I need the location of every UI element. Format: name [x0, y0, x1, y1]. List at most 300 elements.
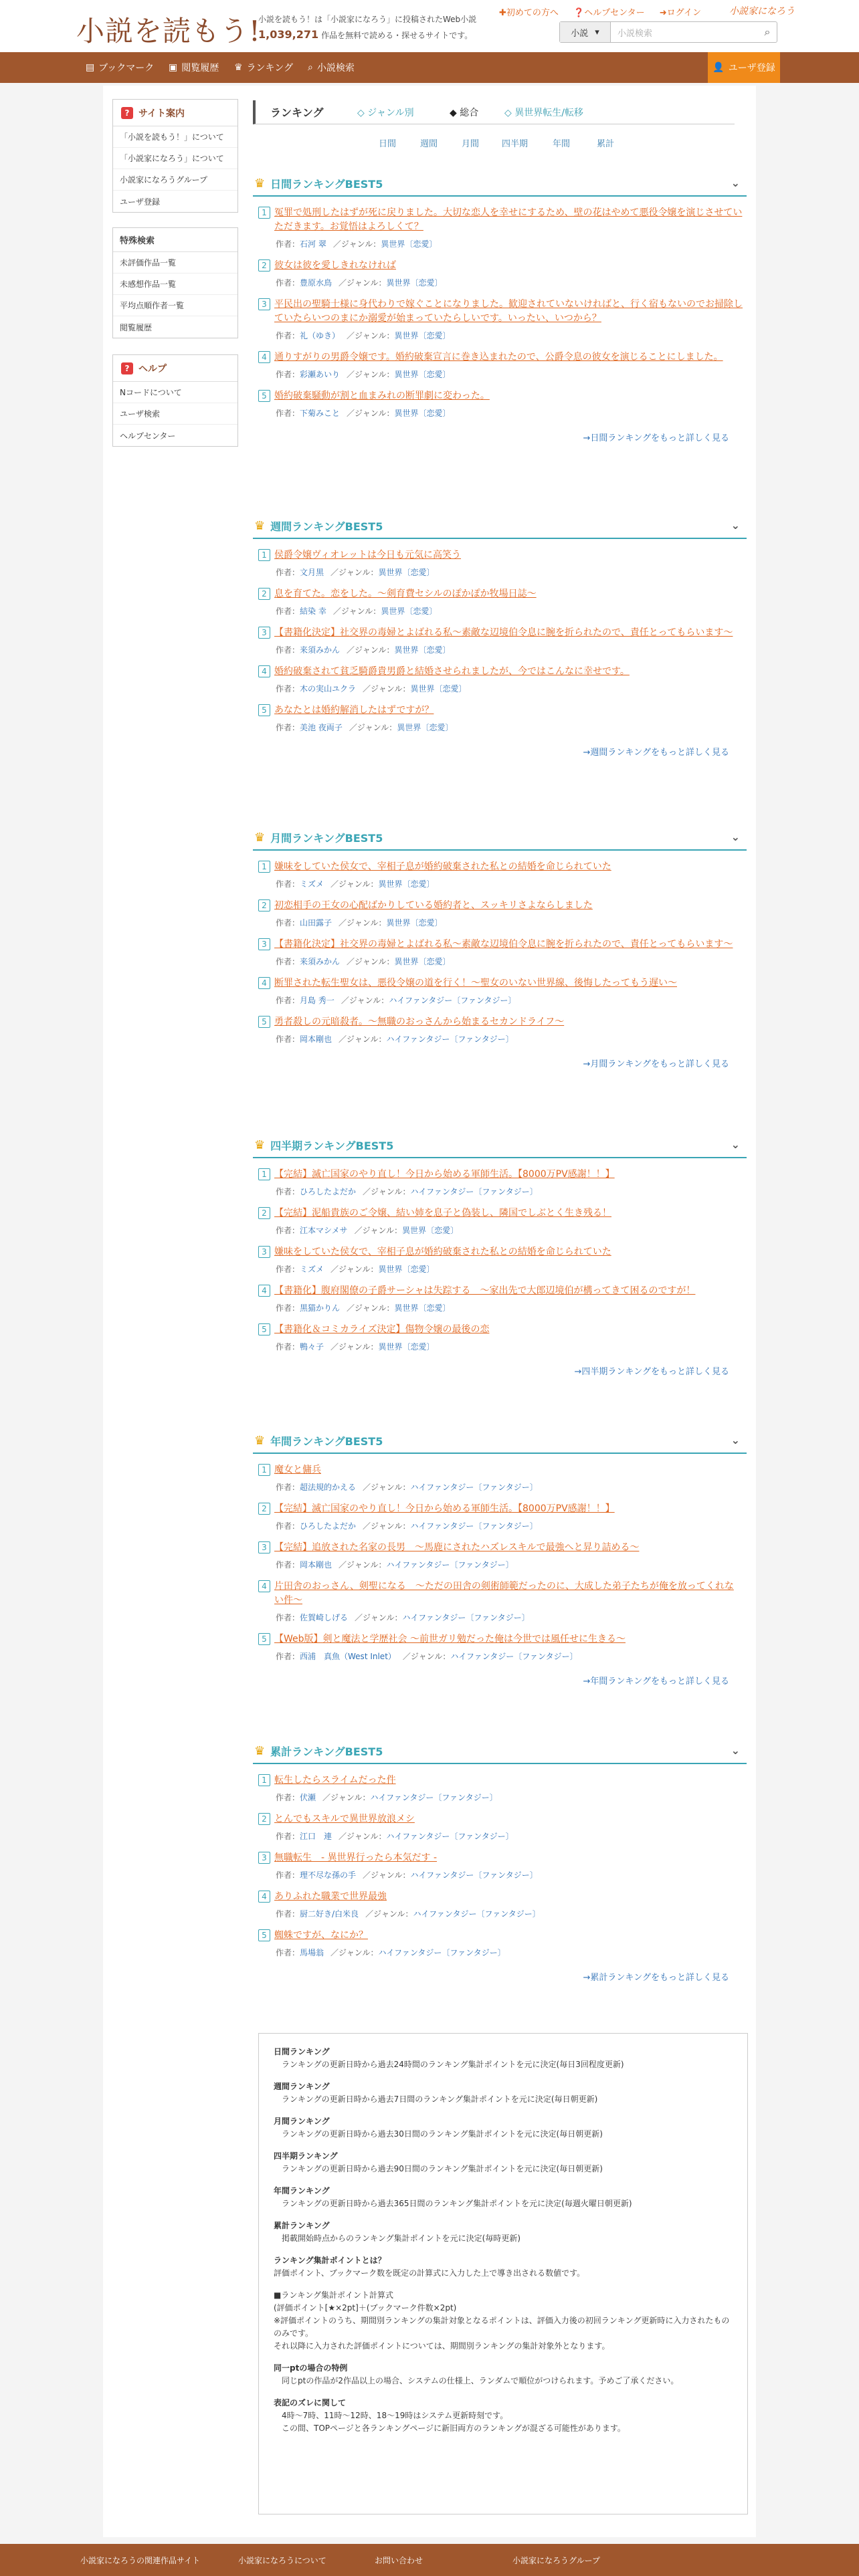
novel-title-link[interactable]: 【完結】追放された名家の長男 〜馬鹿にされたハズレスキルで最強へと昇り詰める〜: [274, 1542, 640, 1553]
novel-meta: [276, 956, 747, 967]
author-link[interactable]: ミズメ: [300, 1265, 324, 1274]
novel-meta: [276, 994, 747, 1006]
footer-link[interactable]: 小説家になろうの関連作品サイト: [80, 2556, 201, 2565]
author-label: 作者：: [276, 996, 300, 1005]
section-heading[interactable]: [253, 1739, 747, 1764]
note-heading: ランキング集計ポイントとは？: [274, 2256, 386, 2265]
novel-title-link[interactable]: 初恋相手の王女の心配ばかりしている婚約者と、スッキリさよならしました: [274, 900, 593, 911]
novel-title-link[interactable]: あなたとは婚約解消したはずですが？: [274, 705, 434, 716]
novel-meta: [276, 238, 747, 249]
sidebar-item[interactable]: ユーザ登録: [120, 197, 161, 207]
author-label: 作者：: [276, 1265, 300, 1274]
genre-link[interactable]: ハイファンタジー〔ファンタジー〕: [410, 1187, 538, 1196]
author-label: 作者：: [276, 645, 300, 655]
genre-link[interactable]: ハイファンタジー〔ファンタジー〕: [410, 1483, 538, 1492]
rank-number: 1: [258, 861, 270, 873]
section-heading[interactable]: [253, 1428, 747, 1454]
tab-isekai[interactable]: ◇ 異世界転生/転移: [504, 108, 583, 118]
nav-history[interactable]: [169, 52, 219, 83]
chevron-down-icon[interactable]: ⌄: [731, 1138, 740, 1151]
rank-number: 1: [258, 1774, 270, 1786]
genre-label: ／ジャンル：: [330, 1265, 379, 1274]
author-link[interactable]: 木の実山ユクラ: [300, 684, 357, 693]
site-footer: [0, 2544, 859, 2576]
novel-title-link[interactable]: 勇者殺しの元暗殺者。〜無職のおっさんから始まるセカンドライフ〜: [274, 1016, 565, 1027]
author-label: 作者：: [276, 1870, 300, 1880]
author-label: 作者：: [276, 607, 300, 616]
note-heading: 週間ランキング: [274, 2082, 330, 2091]
list-item: [258, 1463, 747, 1493]
sidebar-item[interactable]: 未感想作品一覧: [113, 274, 237, 295]
genre-link[interactable]: 異世界〔恋愛〕: [394, 331, 451, 340]
sidebar-help: [112, 354, 238, 447]
list-item: [258, 1541, 747, 1570]
list-item: [258, 1502, 747, 1531]
author-link[interactable]: 厨二好き/白米良: [300, 1909, 359, 1919]
rank-number: 3: [258, 627, 270, 639]
note-body: 評価ポイント、ブックマーク数を既定の計算式に入力した上で導き出される数値です。: [274, 2268, 585, 2278]
crown-icon: ♛: [254, 1743, 266, 1758]
author-label: 作者：: [276, 1909, 300, 1919]
help-center-link[interactable]: ❓ヘルプセンター: [573, 8, 645, 18]
ranking-section: [253, 514, 747, 758]
rank-number: 2: [258, 899, 270, 911]
search-type-value: 小説: [571, 28, 589, 39]
author-label: 作者：: [276, 1652, 300, 1661]
novel-meta: [276, 1341, 747, 1352]
rank-number: 2: [258, 1503, 270, 1515]
novel-title-link[interactable]: 侯爵令嬢ヴィオレットは今日も元気に高笑う: [274, 550, 462, 560]
rank-number: 2: [258, 1813, 270, 1825]
chevron-down-icon: ▾: [595, 27, 599, 37]
genre-link[interactable]: 異世界〔恋愛〕: [394, 645, 451, 655]
period-quarterly[interactable]: 四半期: [502, 139, 529, 149]
chevron-down-icon[interactable]: ⌄: [731, 519, 740, 532]
list-item: [258, 1774, 747, 1803]
ranking-section: [253, 1739, 747, 1983]
list-item: [258, 976, 747, 1006]
nav-search[interactable]: [308, 52, 355, 83]
novel-title-link[interactable]: 【完結】泥船貴族のご令嬢、結い姉を息子と偽装し、隣国でしぶとく生き残る！: [274, 1208, 611, 1218]
rank-number: 3: [258, 298, 270, 310]
novel-title-link[interactable]: 魔女と傭兵: [274, 1465, 321, 1475]
author-label: 作者：: [276, 1613, 300, 1622]
rank-number: 2: [258, 1207, 270, 1219]
author-link[interactable]: 下菊みこと: [300, 409, 341, 418]
author-link[interactable]: 江本マシメサ: [300, 1226, 348, 1235]
genre-link[interactable]: ハイファンタジー〔ファンタジー〕: [450, 1652, 578, 1661]
first-time-link[interactable]: ✚初めての方へ: [499, 8, 559, 18]
sidebar-item[interactable]: 閲覧履歴: [120, 322, 153, 332]
author-link[interactable]: ひろしたよだか: [300, 1521, 357, 1531]
ranking-notes: [258, 2033, 748, 2514]
genre-label: ／ジャンル：: [349, 723, 397, 732]
footer-link[interactable]: 小説家になろうグループ: [512, 2556, 601, 2565]
note-heading: 累計ランキング: [274, 2221, 330, 2230]
author-label: 作者：: [276, 1226, 300, 1235]
rank-number: 4: [258, 977, 270, 989]
novel-meta: [276, 878, 747, 889]
first-time-label: 初めての方へ: [506, 8, 559, 18]
genre-label: ／ジャンル：: [330, 1342, 379, 1352]
novel-meta: [276, 1830, 747, 1842]
genre-link[interactable]: 異世界〔恋愛〕: [386, 918, 443, 928]
author-link[interactable]: 岡本剛也: [300, 1035, 332, 1044]
genre-link[interactable]: 異世界〔恋愛〕: [381, 607, 438, 616]
more-ranking-link[interactable]: →累計ランキングをもっと詳しく見る: [583, 1973, 729, 1983]
list-item: [258, 1323, 747, 1352]
genre-link[interactable]: 異世界〔恋愛〕: [394, 957, 451, 966]
note-body: (評価ポイント[★×2pt]＋(ブックマーク件数×2pt): [274, 2303, 457, 2313]
genre-label: ／ジャンル：: [332, 607, 381, 616]
question-icon: ?: [121, 107, 133, 119]
genre-label: ／ジャンル：: [339, 278, 387, 288]
genre-link[interactable]: 異世界〔恋愛〕: [378, 1265, 435, 1274]
novel-title-link[interactable]: 冤罪で処刑したはずが死に戻りました。大切な恋人を幸せにするため、壁の花はやめて悪役令嬢を演じさせていただきます。お覚悟はよろしくて？: [274, 207, 743, 232]
author-link[interactable]: 文月黒: [300, 568, 324, 577]
tab-overall[interactable]: ◆ 総合: [450, 108, 479, 118]
note-body: 同じptの作品が2作品以上の場合、システムの仕様上、ランダムで順位がつけられます。予めご了承ください。: [282, 2376, 679, 2385]
rank-number: 3: [258, 1246, 270, 1258]
genre-link[interactable]: 異世界〔恋愛〕: [381, 239, 438, 249]
novel-meta: [276, 722, 747, 733]
list-item: [258, 626, 747, 655]
rank-number: 5: [258, 1929, 270, 1941]
author-label: 作者：: [276, 1793, 300, 1802]
sidebar-help-title: [113, 355, 237, 382]
author-link[interactable]: 月島 秀一: [300, 996, 335, 1005]
novel-title-link[interactable]: 嫌味をしていた侯女で、宰相子息が婚約破棄された私との結婚を命じられていた: [274, 861, 611, 872]
novel-title-link[interactable]: 【完結】滅亡国家のやり直し！今日から始める軍師生活。【8000万PV感謝！！】: [274, 1169, 615, 1180]
period-monthly[interactable]: 月間: [462, 139, 480, 149]
section-heading[interactable]: [253, 514, 747, 539]
sidebar-item[interactable]: 未評価作品一覧: [113, 252, 237, 274]
note-heading: 年間ランキング: [274, 2186, 330, 2195]
genre-link[interactable]: ハイファンタジー〔ファンタジー〕: [378, 1948, 506, 1957]
genre-link[interactable]: 異世界〔恋愛〕: [394, 370, 451, 379]
novel-title-link[interactable]: 息を育てた。恋をした。〜剣育費セシルのぽかぽか牧場日誌〜: [274, 588, 537, 599]
author-link[interactable]: 超法規的かえる: [300, 1483, 357, 1492]
author-label: 作者：: [276, 957, 300, 966]
novel-meta: [276, 407, 747, 419]
tab-genre-label: ジャンル別: [367, 108, 414, 118]
author-link[interactable]: 結染 幸: [300, 607, 326, 616]
list-item: [258, 1245, 747, 1275]
note-body: この間、TOPページと各ランキングページに新旧両方のランキングが混ざる可能性があります。: [282, 2424, 626, 2433]
author-label: 作者：: [276, 278, 300, 288]
rank-number: 1: [258, 1168, 270, 1180]
novel-meta: [276, 1612, 747, 1623]
novel-title-link[interactable]: 【完結】滅亡国家のやり直し！今日から始める軍師生活。【8000万PV感謝！！】: [274, 1503, 615, 1514]
crown-icon: ♛: [254, 1433, 266, 1448]
nav-search-label: 小説検索: [316, 63, 355, 74]
novel-title-link[interactable]: 婚約破棄されて貧乏騎爵貴男爵と結婚させられましたが、今ではこんなに幸せです。: [274, 666, 630, 677]
author-link[interactable]: 理不尽な孫の手: [300, 1870, 357, 1880]
novel-title-link[interactable]: 通りすがりの男爵令嬢です。婚約破棄宣言に巻き込まれたので、公爵令息の彼女を演じることにしました。: [274, 352, 723, 362]
author-link[interactable]: 西浦 真魚（West Inlet）: [300, 1652, 396, 1661]
login-link[interactable]: ➜ログイン: [659, 8, 702, 18]
search-type-select[interactable]: [560, 22, 611, 42]
genre-label: ／ジャンル：: [363, 1483, 411, 1492]
novel-title-link[interactable]: 嫌味をしていた侯女で、宰相子息が婚約破棄された私との結婚を命じられていた: [274, 1247, 611, 1257]
list-item: [258, 1284, 747, 1313]
novel-title-link[interactable]: 平民出の聖騎士様に身代わりで嫁ぐことになりました。歓迎されていないければと、行く宿もないのでお掃除していたらいつのまにか溺愛が始まっていたらしいです。いったい、いつから？: [274, 299, 743, 324]
novel-title-link[interactable]: 彼女は彼を愛しきれなければ: [274, 260, 396, 271]
author-link[interactable]: 来須みかん: [300, 645, 341, 655]
note-heading: ■ランキング集計ポイント計算式: [274, 2290, 393, 2300]
note-body: ランキングの更新日時から過去24時間のランキング集計ポイントを元に決定(毎日3回程度更新): [282, 2060, 624, 2069]
search-icon: ⌕: [308, 62, 313, 73]
rank-number: 4: [258, 1580, 270, 1592]
author-link[interactable]: ひろしたよだか: [300, 1187, 357, 1196]
genre-link[interactable]: ハイファンタジー〔ファンタジー〕: [370, 1793, 498, 1802]
novel-meta: [276, 1947, 747, 1958]
user-register-label: ユーザ登録: [728, 63, 775, 74]
genre-link[interactable]: ハイファンタジー〔ファンタジー〕: [413, 1909, 541, 1919]
sidebar-item[interactable]: ユーザ検索: [113, 403, 237, 425]
footer-link[interactable]: 小説家になろうについて: [238, 2556, 326, 2565]
list-item: [258, 860, 747, 889]
genre-label: ／ジャンル：: [339, 1035, 387, 1044]
more-ranking-link[interactable]: →四半期ランキングをもっと詳しく見る: [574, 1367, 729, 1377]
user-register-button[interactable]: [708, 52, 780, 83]
list-item: [258, 350, 747, 380]
novel-title-link[interactable]: 【書籍化決定】社交界の毒婦とよばれる私〜素敵な辺境伯令息に腕を折られたので、責任とってもらいます〜: [274, 939, 733, 950]
genre-link[interactable]: 異世界〔恋愛〕: [397, 723, 454, 732]
genre-label: ／ジャンル：: [322, 1793, 371, 1802]
genre-label: ／ジャンル：: [330, 568, 379, 577]
genre-link[interactable]: 異世界〔恋愛〕: [402, 1226, 459, 1235]
author-link[interactable]: ミズメ: [300, 879, 324, 889]
section-title: 日間ランキングBEST5: [270, 177, 383, 191]
tab-overall-label: 総合: [460, 108, 479, 118]
ranking-section: [253, 825, 747, 1069]
note-heading: 日間ランキング: [274, 2047, 330, 2056]
sidebar-item[interactable]: 小説家になろうグループ: [113, 169, 237, 191]
section-title: 月間ランキングBEST5: [270, 831, 383, 845]
author-label: 作者：: [276, 370, 300, 379]
more-ranking-link[interactable]: →週間ランキングをもっと詳しく見る: [583, 748, 729, 758]
author-link[interactable]: 豊原水鳥: [300, 278, 332, 288]
chevron-down-icon[interactable]: ⌄: [731, 1744, 740, 1757]
genre-link[interactable]: 異世界〔恋愛〕: [394, 409, 451, 418]
author-link[interactable]: 伏瀬: [300, 1793, 316, 1802]
note-body: ランキングの更新日時から過去365日間のランキング集計ポイントを元に決定(毎週火曜日朝更新): [282, 2199, 632, 2208]
search-input[interactable]: 小説検索: [617, 28, 653, 39]
author-label: 作者：: [276, 409, 300, 418]
novel-title-link[interactable]: 断罪された転生聖女は、悪役令嬢の道を行く！〜聖女のいない世界線、後悔したってもう遅い〜: [274, 978, 677, 988]
genre-label: ／ジャンル：: [354, 1226, 403, 1235]
list-item: [258, 1890, 747, 1919]
author-link[interactable]: 美池 夜両子: [300, 723, 343, 732]
period-daily[interactable]: 日間: [379, 139, 397, 149]
author-link[interactable]: 鴨々子: [300, 1342, 324, 1352]
footer-link[interactable]: お問い合わせ: [375, 2556, 423, 2565]
novel-meta: [276, 1792, 747, 1803]
genre-link[interactable]: 異世界〔恋愛〕: [386, 278, 443, 288]
novel-meta: [276, 277, 747, 288]
note-body: ランキングの更新日時から過去7日間のランキング集計ポイントを元に決定(毎日朝更新): [282, 2095, 598, 2104]
author-label: 作者：: [276, 239, 300, 249]
sidebar-site-guide: [112, 99, 238, 213]
genre-link[interactable]: 異世界〔恋愛〕: [378, 879, 435, 889]
list-item: [258, 587, 747, 617]
sidebar-item[interactable]: ヘルプセンター: [120, 431, 176, 441]
author-label: 作者：: [276, 879, 300, 889]
genre-label: ／ジャンル：: [347, 409, 395, 418]
chevron-down-icon[interactable]: ⌄: [731, 177, 740, 189]
tab-genre[interactable]: ◇ ジャンル別: [357, 108, 414, 118]
genre-link[interactable]: ハイファンタジー〔ファンタジー〕: [386, 1832, 514, 1841]
author-link[interactable]: 山田露子: [300, 918, 332, 928]
genre-link[interactable]: 異世界〔恋愛〕: [410, 684, 467, 693]
genre-link[interactable]: ハイファンタジー〔ファンタジー〕: [386, 1035, 514, 1044]
novel-meta: [276, 1224, 747, 1236]
author-label: 作者：: [276, 1303, 300, 1313]
author-link[interactable]: 彩瀬あいり: [300, 370, 341, 379]
genre-link[interactable]: ハイファンタジー〔ファンタジー〕: [410, 1521, 538, 1531]
period-total[interactable]: 累計: [597, 139, 615, 149]
author-link[interactable]: 江口 連: [300, 1832, 332, 1841]
genre-label: ／ジャンル：: [347, 1303, 395, 1313]
sidebar-special-search: [112, 227, 238, 338]
more-ranking-link[interactable]: →年間ランキングをもっと詳しく見る: [583, 1677, 729, 1687]
rank-number: 5: [258, 1633, 270, 1645]
genre-label: ／ジャンル：: [402, 1652, 451, 1661]
question-icon: ?: [121, 362, 133, 374]
genre-label: ／ジャンル：: [355, 1613, 403, 1622]
note-heading: 四半期ランキング: [274, 2151, 338, 2161]
crown-icon: ♛: [234, 62, 243, 73]
rank-number: 4: [258, 351, 270, 363]
genre-label: ／ジャンル：: [341, 996, 389, 1005]
list-item: [258, 665, 747, 694]
rank-number: 2: [258, 588, 270, 600]
rank-number: 5: [258, 1323, 270, 1335]
genre-link[interactable]: 異世界〔恋愛〕: [378, 568, 435, 577]
genre-link[interactable]: 異世界〔恋愛〕: [378, 1342, 435, 1352]
novel-meta: [276, 1033, 747, 1045]
author-link[interactable]: 佐賀崎しげる: [300, 1613, 349, 1622]
list-item: [258, 206, 747, 249]
author-link[interactable]: 礼（ゆき）: [300, 331, 341, 340]
period-weekly[interactable]: 週間: [420, 139, 438, 149]
rank-number: 4: [258, 665, 270, 677]
crown-icon: ♛: [254, 830, 266, 845]
rank-number: 3: [258, 1852, 270, 1864]
sidebar-item[interactable]: 平均点順作者一覧: [113, 295, 237, 316]
author-label: 作者：: [276, 918, 300, 928]
list-item: [258, 298, 747, 341]
novel-title-link[interactable]: 無職転生 - 異世界行ったら本気だす -: [274, 1852, 438, 1863]
sidebar-item[interactable]: 「小説を読もう！」について: [113, 126, 237, 148]
author-link[interactable]: 来須みかん: [300, 957, 341, 966]
site-header: [0, 0, 859, 52]
author-link[interactable]: 黒猫かりん: [300, 1303, 341, 1313]
section-title: 累計ランキングBEST5: [270, 1745, 383, 1758]
novel-meta: [276, 1302, 747, 1313]
genre-link[interactable]: ハイファンタジー〔ファンタジー〕: [402, 1613, 530, 1622]
sidebar-item[interactable]: Nコードについて: [113, 382, 237, 403]
novel-title-link[interactable]: とんでもスキルで異世界放浪メシ: [274, 1814, 415, 1824]
genre-link[interactable]: 異世界〔恋愛〕: [394, 1303, 451, 1313]
novel-meta: [276, 1908, 747, 1919]
chevron-down-icon[interactable]: ⌄: [731, 831, 740, 843]
author-link[interactable]: 石河 翠: [300, 239, 326, 249]
period-yearly[interactable]: 年間: [553, 139, 571, 149]
section-heading[interactable]: [253, 1133, 747, 1158]
genre-label: ／ジャンル：: [363, 1187, 411, 1196]
ranking-header: [253, 100, 735, 124]
work-count-suffix: 作品を無料で読める・探せるサイトです。: [321, 31, 473, 40]
genre-link[interactable]: ハイファンタジー〔ファンタジー〕: [410, 1870, 538, 1880]
section-heading[interactable]: [253, 825, 747, 851]
rank-number: 5: [258, 704, 270, 716]
ranking-section: [253, 171, 747, 443]
login-label: ログイン: [666, 8, 702, 18]
author-label: 作者：: [276, 1187, 300, 1196]
main-nav: [0, 52, 859, 83]
section-heading[interactable]: [253, 171, 747, 197]
list-item: [258, 389, 747, 419]
novel-title-link[interactable]: 婚約破棄騒動が割と血まみれの断罪劇に変わった。: [274, 391, 490, 401]
novel-title-link[interactable]: 【書籍化＆コミカライズ決定】傷物令嬢の最後の恋: [274, 1324, 490, 1335]
novel-title-link[interactable]: 【Web版】剣と魔法と学歴社会 〜前世ガリ勉だった俺は今世では風任せに生きる〜: [274, 1634, 626, 1644]
rank-number: 4: [258, 1891, 270, 1903]
author-label: 作者：: [276, 1521, 300, 1531]
narou-logo[interactable]: 小説家になろう: [729, 6, 795, 17]
header-links: [499, 5, 713, 18]
novel-meta: [276, 917, 747, 928]
author-label: 作者：: [276, 684, 300, 693]
help-center-label: ヘルプセンター: [584, 8, 645, 18]
rank-number: 3: [258, 938, 270, 950]
novel-title-link[interactable]: 片田舎のおっさん、剣聖になる 〜ただの田舎の剣術師範だったのに、大成した弟子たちが俺を放ってくれない件〜: [274, 1581, 734, 1606]
more-ranking-link[interactable]: →日間ランキングをもっと詳しく見る: [583, 433, 729, 443]
novel-title-link[interactable]: ありふれた職業で世界最強: [274, 1891, 387, 1902]
tab-isekai-label: 異世界転生/転移: [514, 108, 583, 118]
novel-title-link[interactable]: 【書籍化】腹府閣僚の子爵サーシャは失踪する 〜家出先で大郎辺境伯が構ってきて困るのですが！: [274, 1285, 696, 1296]
novel-title-link[interactable]: 転生したらスライムだった件: [274, 1775, 396, 1786]
novel-meta: [276, 1263, 747, 1275]
chevron-down-icon[interactable]: ⌄: [731, 1434, 740, 1446]
more-ranking-link[interactable]: →月間ランキングをもっと詳しく見る: [583, 1059, 729, 1069]
note-heading: 同一ptの場合の特例: [274, 2363, 348, 2373]
genre-link[interactable]: ハイファンタジー〔ファンタジー〕: [389, 996, 516, 1005]
author-link[interactable]: 岡本剛也: [300, 1560, 332, 1570]
author-link[interactable]: 馬場翁: [300, 1948, 324, 1957]
note-body: ランキングの更新日時から過去90日間のランキング集計ポイントを元に決定(毎日朝更新): [282, 2164, 603, 2173]
bookmark-icon: ▤: [86, 62, 95, 73]
nav-bookmark-label: ブックマーク: [98, 63, 155, 74]
nav-ranking[interactable]: [234, 52, 293, 83]
note-body: 4時〜7時、11時〜12時、18〜19時はシステム更新時刻です。: [282, 2411, 508, 2420]
search-icon[interactable]: ⌕: [764, 25, 771, 38]
author-label: 作者：: [276, 1035, 300, 1044]
note-heading: 月間ランキング: [274, 2117, 330, 2126]
novel-meta: [276, 566, 747, 578]
genre-link[interactable]: ハイファンタジー〔ファンタジー〕: [386, 1560, 514, 1570]
nav-bookmark[interactable]: [86, 52, 154, 83]
sidebar-item[interactable]: 「小説家になろう」について: [113, 148, 237, 169]
novel-title-link[interactable]: 【書籍化決定】社交界の毒婦とよばれる私〜素敵な辺境伯令息に腕を折られたので、責任とってもらいます〜: [274, 627, 733, 638]
work-count: [258, 28, 472, 41]
rank-number: 3: [258, 1541, 270, 1553]
genre-label: ／ジャンル：: [330, 879, 379, 889]
genre-label: ／ジャンル：: [347, 957, 395, 966]
novel-title-link[interactable]: 蜘蛛ですが、なにか？: [274, 1930, 368, 1941]
site-logo[interactable]: 小説を読もう!: [76, 15, 261, 47]
